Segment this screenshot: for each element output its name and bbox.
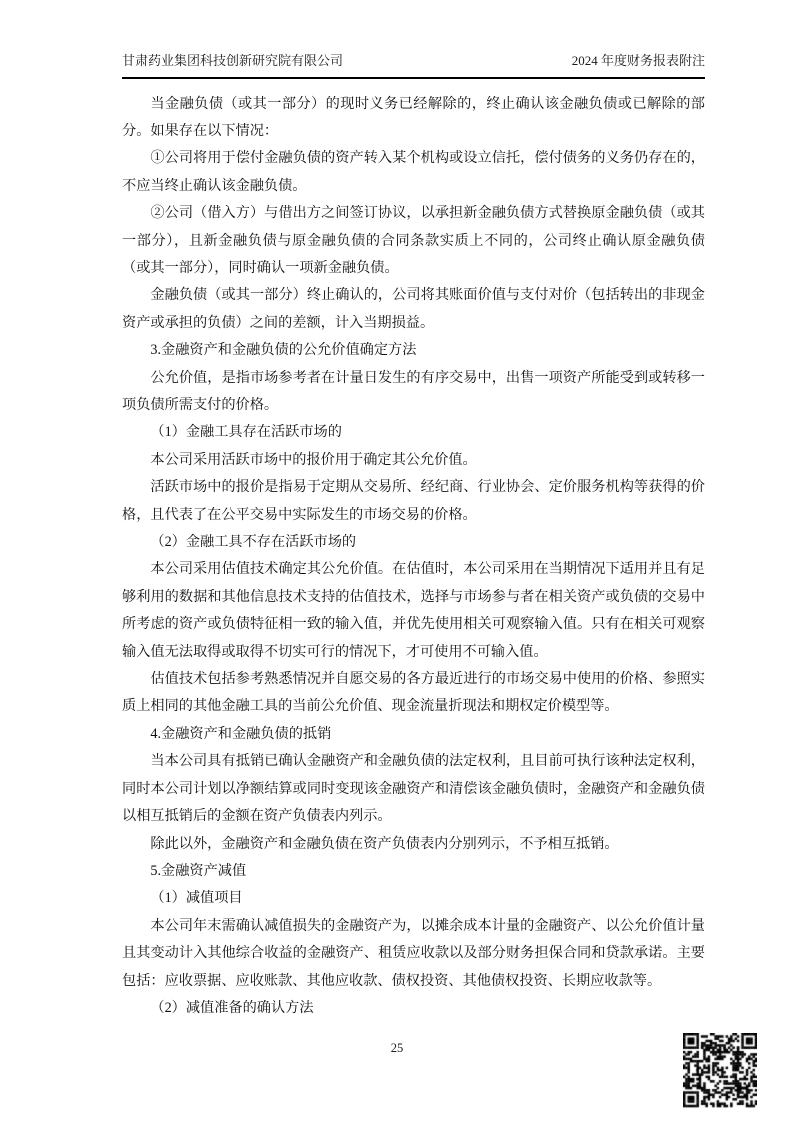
paragraph-15: 除此以外，金融资产和金融负债在资产负债表内分别列示，不予相互抵销。: [150, 835, 619, 852]
paragraph-6: 公允价值，是指市场参考者在计量日发生的有序交易中，出售一项资产所能受到或转移一项负债所需支付的价格。: [122, 369, 705, 414]
paragraph-10: （2）金融工具不存在活跃市场的: [150, 534, 357, 551]
paragraph-8: 本公司采用活跃市场中的报价用于确定其公允价值。: [150, 451, 477, 468]
page-number: 25: [390, 1041, 404, 1055]
paragraph-16: 5.金融资产减值: [150, 862, 247, 879]
header-document-title: 2024 年度财务报表附注: [571, 53, 705, 68]
header-company-name: 甘肃药业集团科技创新研究院有限公司: [122, 53, 344, 68]
paragraph-14: 当本公司具有抵销已确认金融资产和金融负债的法定权利，且目前可执行该种法定权利，同时本公司计划以净额结算或同时变现该金融资产和清偿该金融负债时，金融资产和金融负债以相互抵销后的金额在资产负债表内列示。: [122, 753, 705, 825]
paragraph-1: 当金融负债（或其一部分）的现时义务已经解除的，终止确认该金融负债或已解除的部分。如果存在以下情况：: [122, 95, 705, 139]
paragraph-3: ②公司（借入方）与借出方之间签订协议，以承担新金融负债方式替换原金融负债（或其一部分），且新金融负债与原金融负债的合同条款实质上不同的，公司终止确认原金融负债（或其一部分），同时确认一项新金融负债。: [122, 205, 705, 276]
paragraph-18: 本公司年末需确认减值损失的金融资产为，以摊余成本计量的金融资产、以公允价值计量且其变动计入其他综合收益的金融资产、租赁应收款以及部分财务担保合同和贷款承诺。主要包括：应收票据、应收账款、其他应收款、债权投资、其他债权投资、长期应收款等。: [122, 917, 705, 989]
paragraph-2: ①公司将用于偿付金融负债的资产转入某个机构或设立信托，偿付债务的义务仍存在的，不应当终止确认该金融负债。: [122, 150, 705, 194]
paragraph-13: 4.金融资产和金融负债的抵销: [150, 725, 332, 742]
paragraph-9: 活跃市场中的报价是指易于定期从交易所、经纪商、行业协会、定价服务机构等获得的价格，且代表了在公平交易中实际发生的市场交易的价格。: [122, 479, 705, 523]
paragraph-17: （1）减值项目: [150, 890, 243, 907]
paragraph-19: （2）减值准备的确认方法: [150, 999, 314, 1016]
document-header: [122, 52, 705, 79]
paragraph-4: 金融负债（或其一部分）终止确认的，公司将其账面价值与支付对价（包括转出的非现金资产或承担的负债）之间的差额，计入当期损益。: [122, 287, 705, 331]
paragraph-11: 本公司采用估值技术确定其公允价值。在估值时，本公司采用在当期情况下适用并且有足够利用的数据和其他信息技术支持的估值技术，选择与市场参与者在相关资产或负债的交易中所考虑的资产或负债特征相一致的输入值，并优先使用相关可观察输入值。只有在相关可观察输入值无法取得或取得不切实可行的情况下，才可使用不可输入值。: [122, 561, 705, 660]
document-body: [122, 91, 705, 1023]
paragraph-7: （1）金融工具存在活跃市场的: [150, 424, 342, 441]
qr-code: [683, 1033, 757, 1108]
paragraph-12: 估值技术包括参考熟悉情况并自愿交易的各方最近进行的市场交易中使用的价格、参照实质上相同的其他金融工具的当前公允价值、现金流量折现法和期权定价模型等。: [122, 671, 705, 715]
paragraph-5: 3.金融资产和金融负债的公允价值确定方法: [150, 342, 417, 359]
